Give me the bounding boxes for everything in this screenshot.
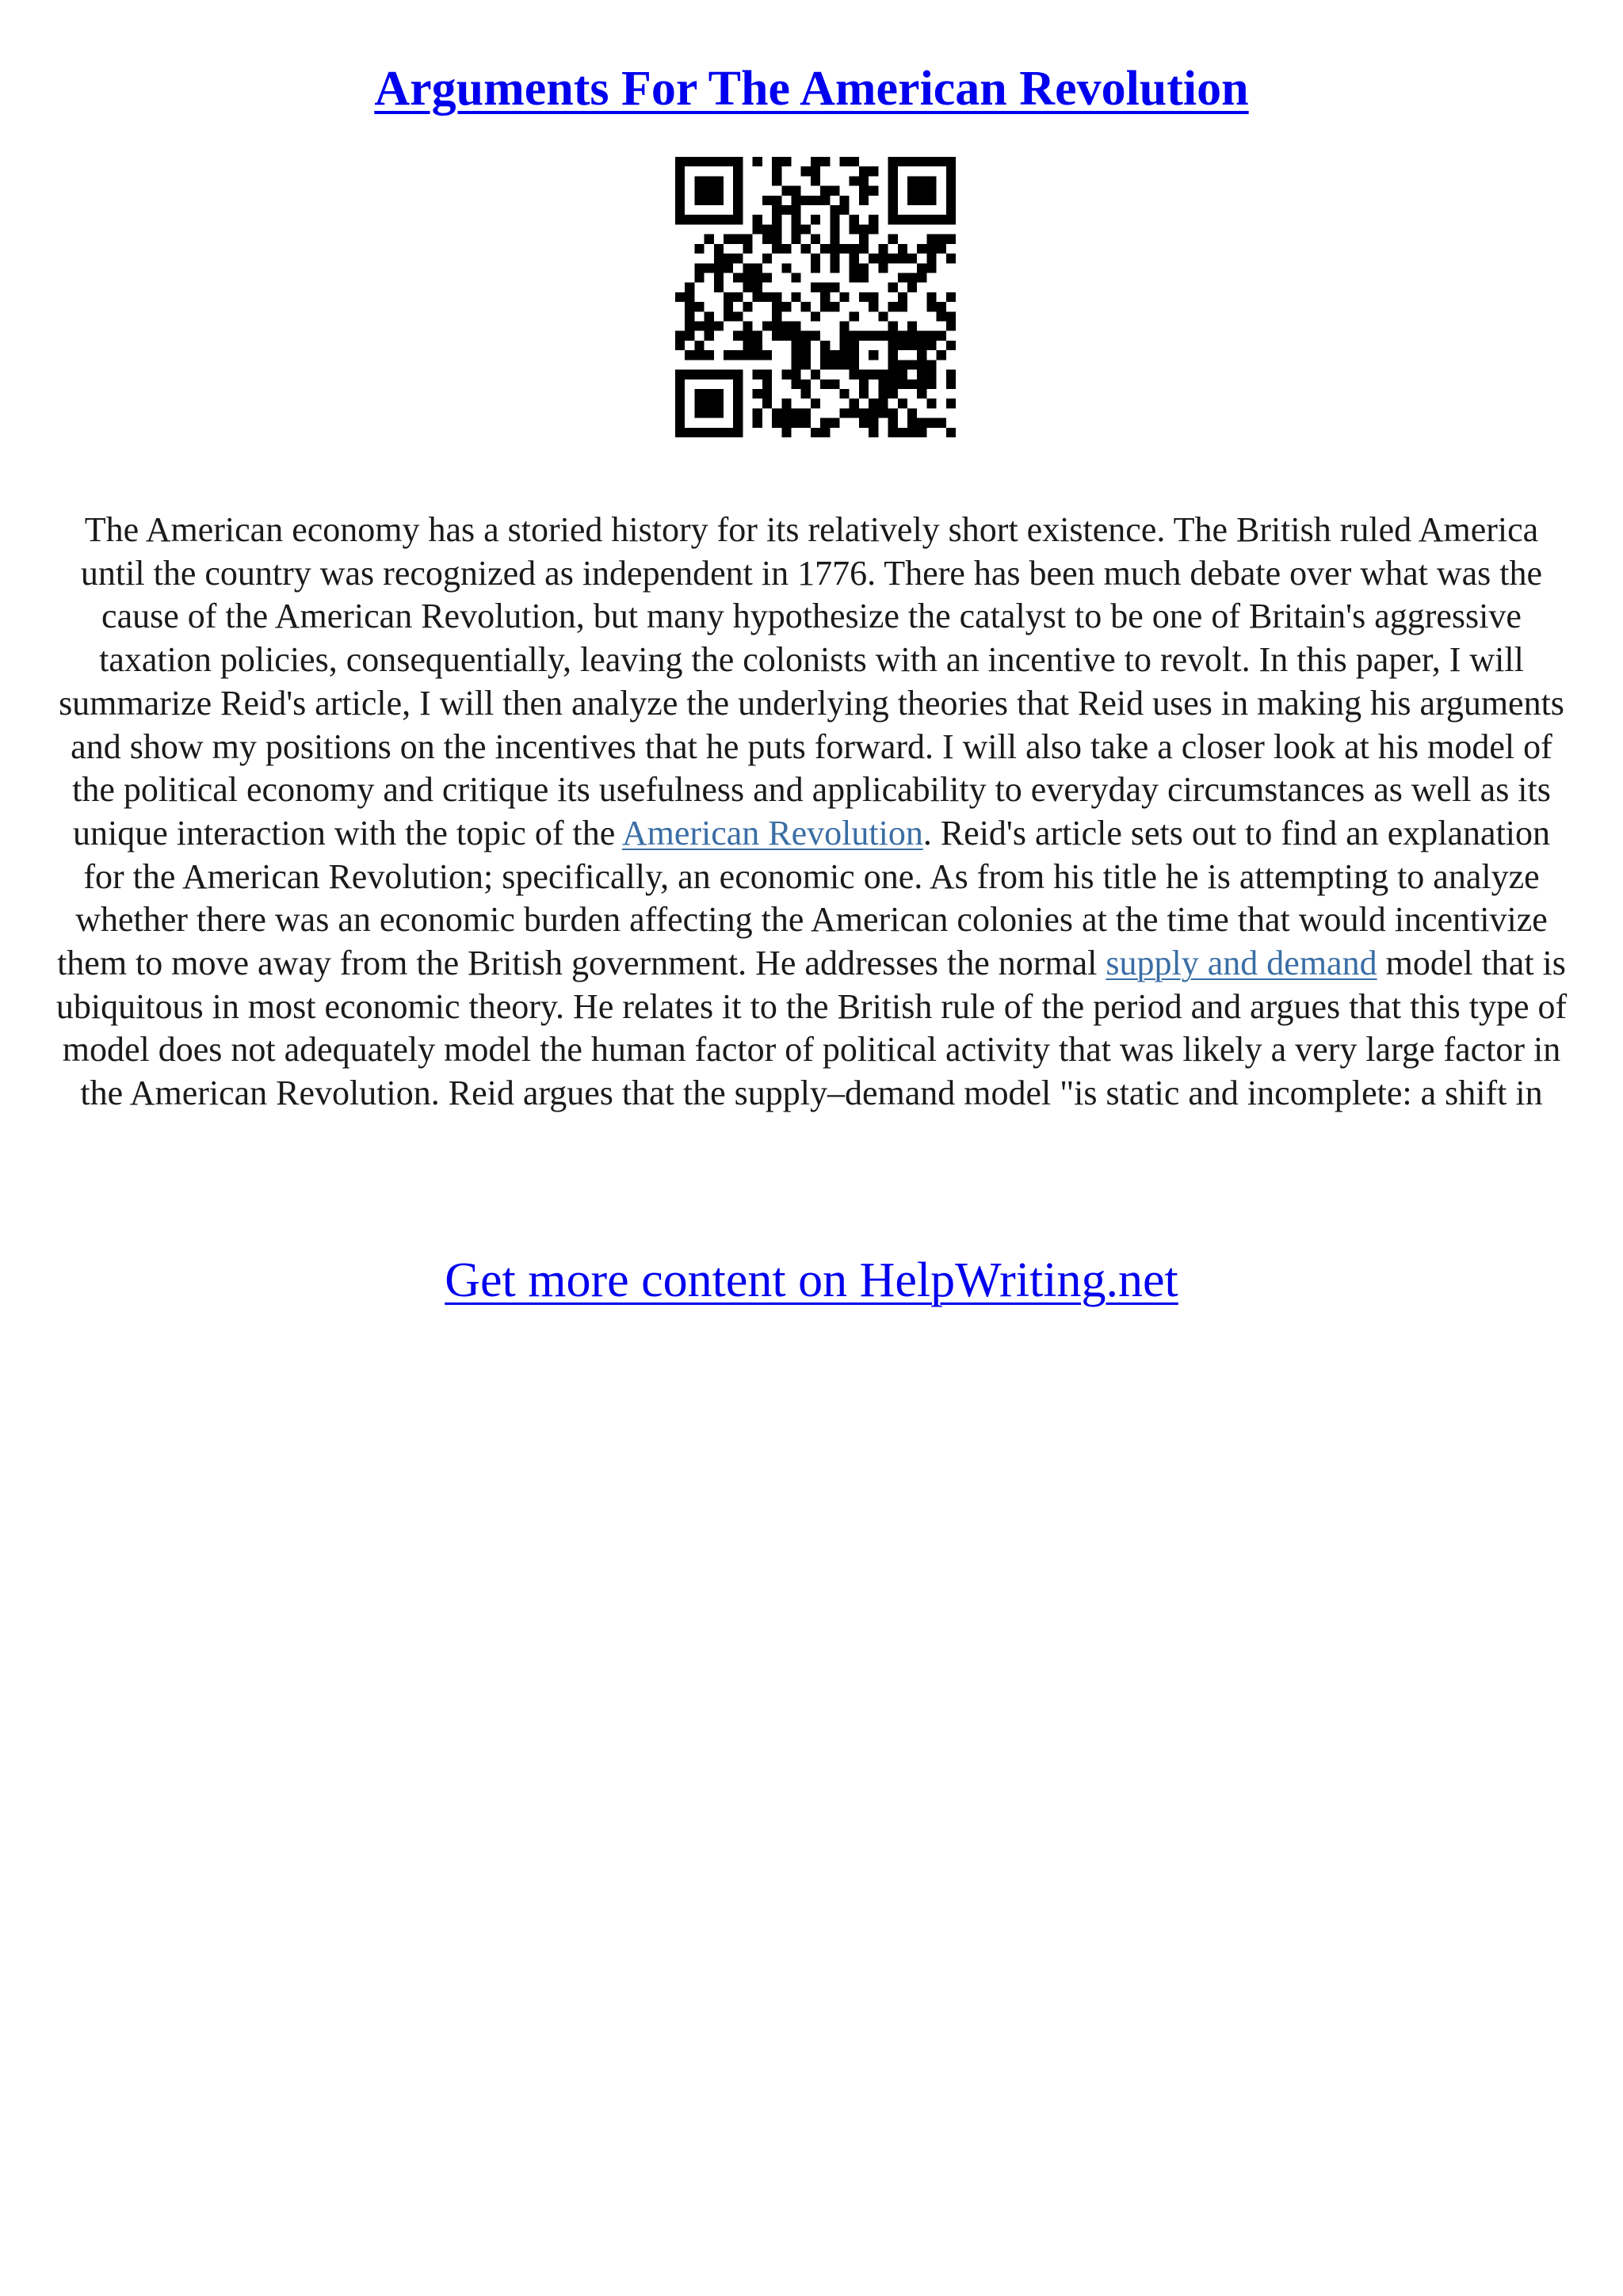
essay-text-part-3: model that is ubiquitous in most economic theory. He relates it to the British rule of the period and argues that this type of model does not adequately model the human factor of political activity that was likely a very large factor in the American Revolution. Reid argues that the supply–demand model "is static and incomplete: a shift in xyxy=(55,944,1568,1113)
american-revolution-link[interactable]: American Revolution xyxy=(621,813,923,852)
essay-excerpt xyxy=(55,509,1568,1116)
document-title xyxy=(0,57,1623,120)
qr-code-image xyxy=(675,157,956,437)
qr-code-modules xyxy=(675,157,956,437)
supply-and-demand-link[interactable]: supply and demand xyxy=(1106,944,1377,983)
title-link[interactable]: Arguments For The American Revolution xyxy=(374,62,1249,116)
more-content-link[interactable]: Get more content on HelpWriting.net xyxy=(445,1253,1178,1307)
essay-text-part-1: The American economy has a storied history for its relatively short existence. The British ruled America until the country was recognized as independent in 1776. There has been much debate over what was the cause of the American Revolution, but many hypothesize the catalyst to be one of Britain's aggressive taxation policies, consequentially, leaving the colonists with an incentive to revolt. In this paper, I will summarize Reid's article, I will then analyze the underlying theories that Reid uses in making his arguments and show my positions on the incentives that he puts forward. I will also take a closer look at his model of the political economy and critique its usefulness and applicability to everyday circumstances as well as its unique interaction with the topic of the xyxy=(59,510,1564,852)
more-content-section xyxy=(0,1249,1623,1312)
essay-text-part-2: . Reid's article sets out to find an explanation for the American Revolution; specifically, an economic one. As from his title he is attempting to analyze whether there was an economic burden affecting the American colonies at the time that would incentivize them to move away from the British government. He addresses the normal xyxy=(57,813,1551,983)
qr-code-icon xyxy=(675,157,956,437)
